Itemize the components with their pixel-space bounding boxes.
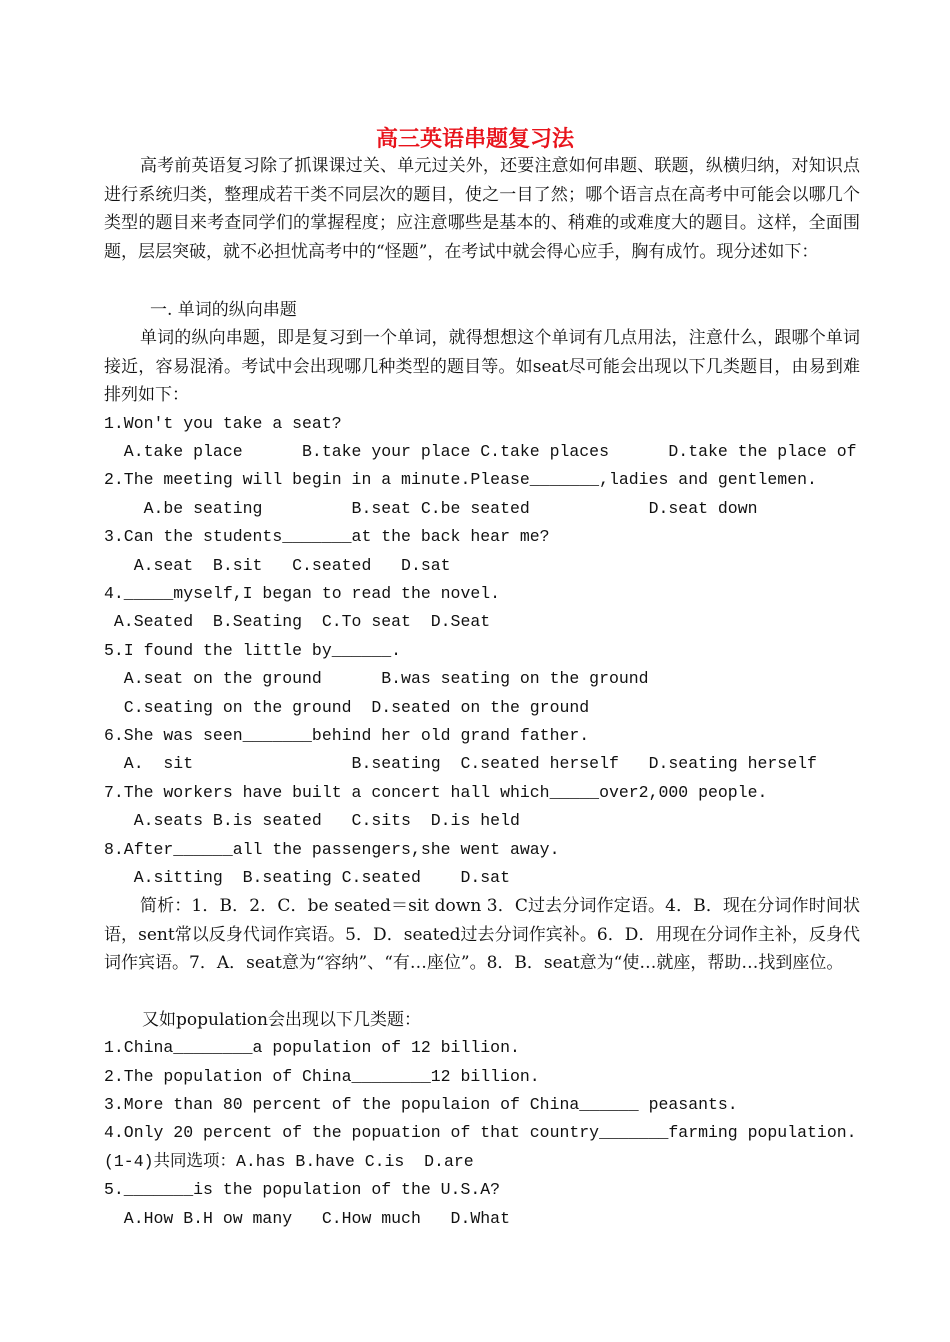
question-line: 4._____myself,I began to read the novel. xyxy=(104,584,501,603)
section-paragraph: 单词的纵向串题，即是复习到一个单词，就得想想这个单词有几点用法，注意什么，跟哪个单词接近，容易混淆。考试中会出现哪几种类型的题目等。如seat尽可能会出现以下几类题目，由易到难排列如下： xyxy=(104,328,860,405)
option-line: A.seats B.is seated C.sits D.is held xyxy=(104,811,520,830)
question-line: 4.Only 20 percent of the popuation of that country_______farming population. xyxy=(104,1123,857,1142)
question-line: 7.The workers have built a concert hall which_____over2,000 people. xyxy=(104,783,768,802)
intro-paragraph: 高考前英语复习除了抓课课过关、单元过关外，还要注意如何串题、联题，纵横归纳，对知识点进行系统归类，整理成若干类不同层次的题目，使之一目了然；哪个语言点在高考中可能会以哪几个类型的题目来考查同学们的掌握程度；应注意哪些是基本的、稍难的或难度大的题目。这样，全面围题，层层突破，就不必担忧高考中的“怪题”，在考试中就会得心应手，胸有成竹。现分述如下： xyxy=(104,156,860,262)
option-line: C.seating on the ground D.seated on the ground xyxy=(104,698,590,717)
option-line: A. sit B.seating C.seated herself D.seating herself xyxy=(104,754,817,773)
question-line: 2.The population of China________12 billion. xyxy=(104,1067,540,1086)
option-line: A.seat B.sit C.seated D.sat xyxy=(104,556,451,575)
analysis-paragraph: 简析：1．B．2．C．be seated＝sit down 3．C过去分词作定语。4．B．现在分词作时间状语，sent常以反身代词作宾语。5．D．seated过去分词作宾补。6．D．用现在分词作主补，反身代词作宾语。7．A．seat意为“容纳”、“有…座位”。8．B．seat意为“使…就座，帮助…找到座位。 xyxy=(104,896,860,973)
section-heading: 一. 单词的纵向串题 xyxy=(150,300,297,320)
question-line: 6.She was seen_______behind her old grand father. xyxy=(104,726,590,745)
question-line: 3.Can the students_______at the back hear me? xyxy=(104,527,550,546)
option-line: A.How B.H ow many C.How much D.What xyxy=(104,1209,510,1228)
question-line: 1.Won't you take a seat? xyxy=(104,414,342,433)
option-line: A.Seated B.Seating C.To seat D.Seat xyxy=(104,612,491,631)
question-line: 1.China________a population of 12 billion. xyxy=(104,1038,520,1057)
option-line: A.sitting B.seating C.seated D.sat xyxy=(104,868,510,887)
population-intro: 又如population会出现以下几类题： xyxy=(142,1010,421,1030)
option-line: A.take place B.take your place C.take places D.take the place of xyxy=(104,442,857,461)
shared-options-line: (1-4)共同选项：A.has B.have C.is D.are xyxy=(104,1152,474,1171)
question-line: 3.More than 80 percent of the populaion of China______ peasants. xyxy=(104,1095,738,1114)
page-title: 高三英语串题复习法 xyxy=(375,126,574,152)
question-line: 5._______is the population of the U.S.A? xyxy=(104,1180,501,1199)
question-line: 2.The meeting will begin in a minute.Please_______,ladies and gentlemen. xyxy=(104,470,817,489)
question-line: 5.I found the little by______. xyxy=(104,641,402,660)
option-line: A.seat on the ground B.was seating on the ground xyxy=(104,669,649,688)
question-line: 8.After______all the passengers,she went away. xyxy=(104,840,560,859)
option-line: A.be seating B.seat C.be seated D.seat down xyxy=(104,499,758,518)
